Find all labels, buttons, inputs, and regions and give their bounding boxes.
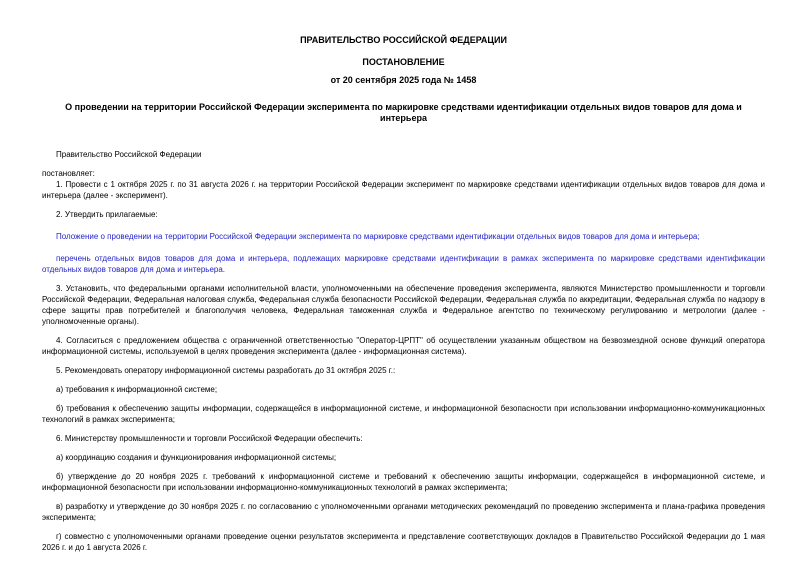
document-paragraph: 4. Согласиться с предложением общества с ограниченной ответственностью "Оператор-ЦРПТ" об осуществлении указанным обществом на безвозмездной основе функций оператора информационной системы, используемой в целях проведения эксперимента (далее - информационная система). <box>42 336 765 356</box>
document-paragraph: а) координацию создания и функционирования информационной системы; <box>56 453 337 462</box>
document-paragraph: 1. Провести с 1 октября 2025 г. по 31 августа 2026 г. на территории Российской Федерации эксперимент по маркировке средствами идентификации отдельных видов товаров для дома и интерьера (далее - эксперимент). <box>42 180 765 200</box>
document-paragraph: постановляет: <box>42 169 95 178</box>
document-header <box>42 35 765 86</box>
document-title: О проведении на территории Российской Федерации эксперимента по маркировке средствами идентификации отдельных видов товаров для дома и интерьера <box>65 102 742 123</box>
document-link-paragraph[interactable]: перечень отдельных видов товаров для дома и интерьера, подлежащих маркировке средствами идентификации в рамках эксперимента по маркировке средствами идентификации отдельных видов товаров для дома и интерьера. <box>42 254 765 274</box>
document-paragraph: б) утверждение до 20 ноября 2025 г. требований к информационной системе и требований к обеспечению защиты информации, содержащейся в информационной системе, и информационной безопасности при использовании информационно-коммуникационных технологий в рамках эксперимента; <box>42 472 765 492</box>
document-paragraph: 6. Министерству промышленности и торговли Российской Федерации обеспечить: <box>56 434 363 443</box>
document-body <box>42 149 765 553</box>
document-link-paragraph[interactable]: Положение о проведении на территории Российской Федерации эксперимента по маркировке средствами идентификации отдельных видов товаров для дома и интерьера; <box>56 232 700 241</box>
document-paragraph: 2. Утвердить прилагаемые: <box>56 210 158 219</box>
document-paragraph: 3. Установить, что федеральными органами исполнительной власти, уполномоченными на обеспечение проведения эксперимента, являются Министерство промышленности и торговли Российской Федерации, Федеральная налоговая служба, Федеральная служба безопасности Российской Федерации, Федеральная служба по аккредитации, Федеральная служба по надзору в сфере защиты прав потребителей и благополучия человека, Федеральная таможенная служба и Федеральное агентство по техническому регулированию и метрологии (далее - уполномоченные органы). <box>42 284 765 326</box>
document-date-number: от 20 сентября 2025 года № 1458 <box>330 75 477 85</box>
document-type: ПОСТАНОВЛЕНИЕ <box>362 57 445 67</box>
document-paragraph: б) требования к обеспечению защиты информации, содержащейся в информационной системе, и информационной безопасности при использовании информационно-коммуникационных технологий в рамках эксперимента; <box>42 404 765 424</box>
document-paragraph: 5. Рекомендовать оператору информационной системы разработать до 31 октября 2025 г.: <box>56 366 396 375</box>
document-paragraph: Правительство Российской Федерации <box>56 150 202 159</box>
document-paragraph: а) требования к информационной системе; <box>56 385 218 394</box>
document-paragraph: г) совместно с уполномоченными органами проведение оценки результатов эксперимента и представление соответствующих докладов в Правительство Российской Федерации до 1 мая 2026 г. и до 1 августа 2026 г. <box>42 532 765 552</box>
document-paragraph: в) разработку и утверждение до 30 ноября 2025 г. по согласованию с уполномоченными органами методических рекомендаций по проведению эксперимента и плана-графика проведения эксперимента; <box>42 502 765 522</box>
document-issuer: ПРАВИТЕЛЬСТВО РОССИЙСКОЙ ФЕДЕРАЦИИ <box>300 35 507 45</box>
